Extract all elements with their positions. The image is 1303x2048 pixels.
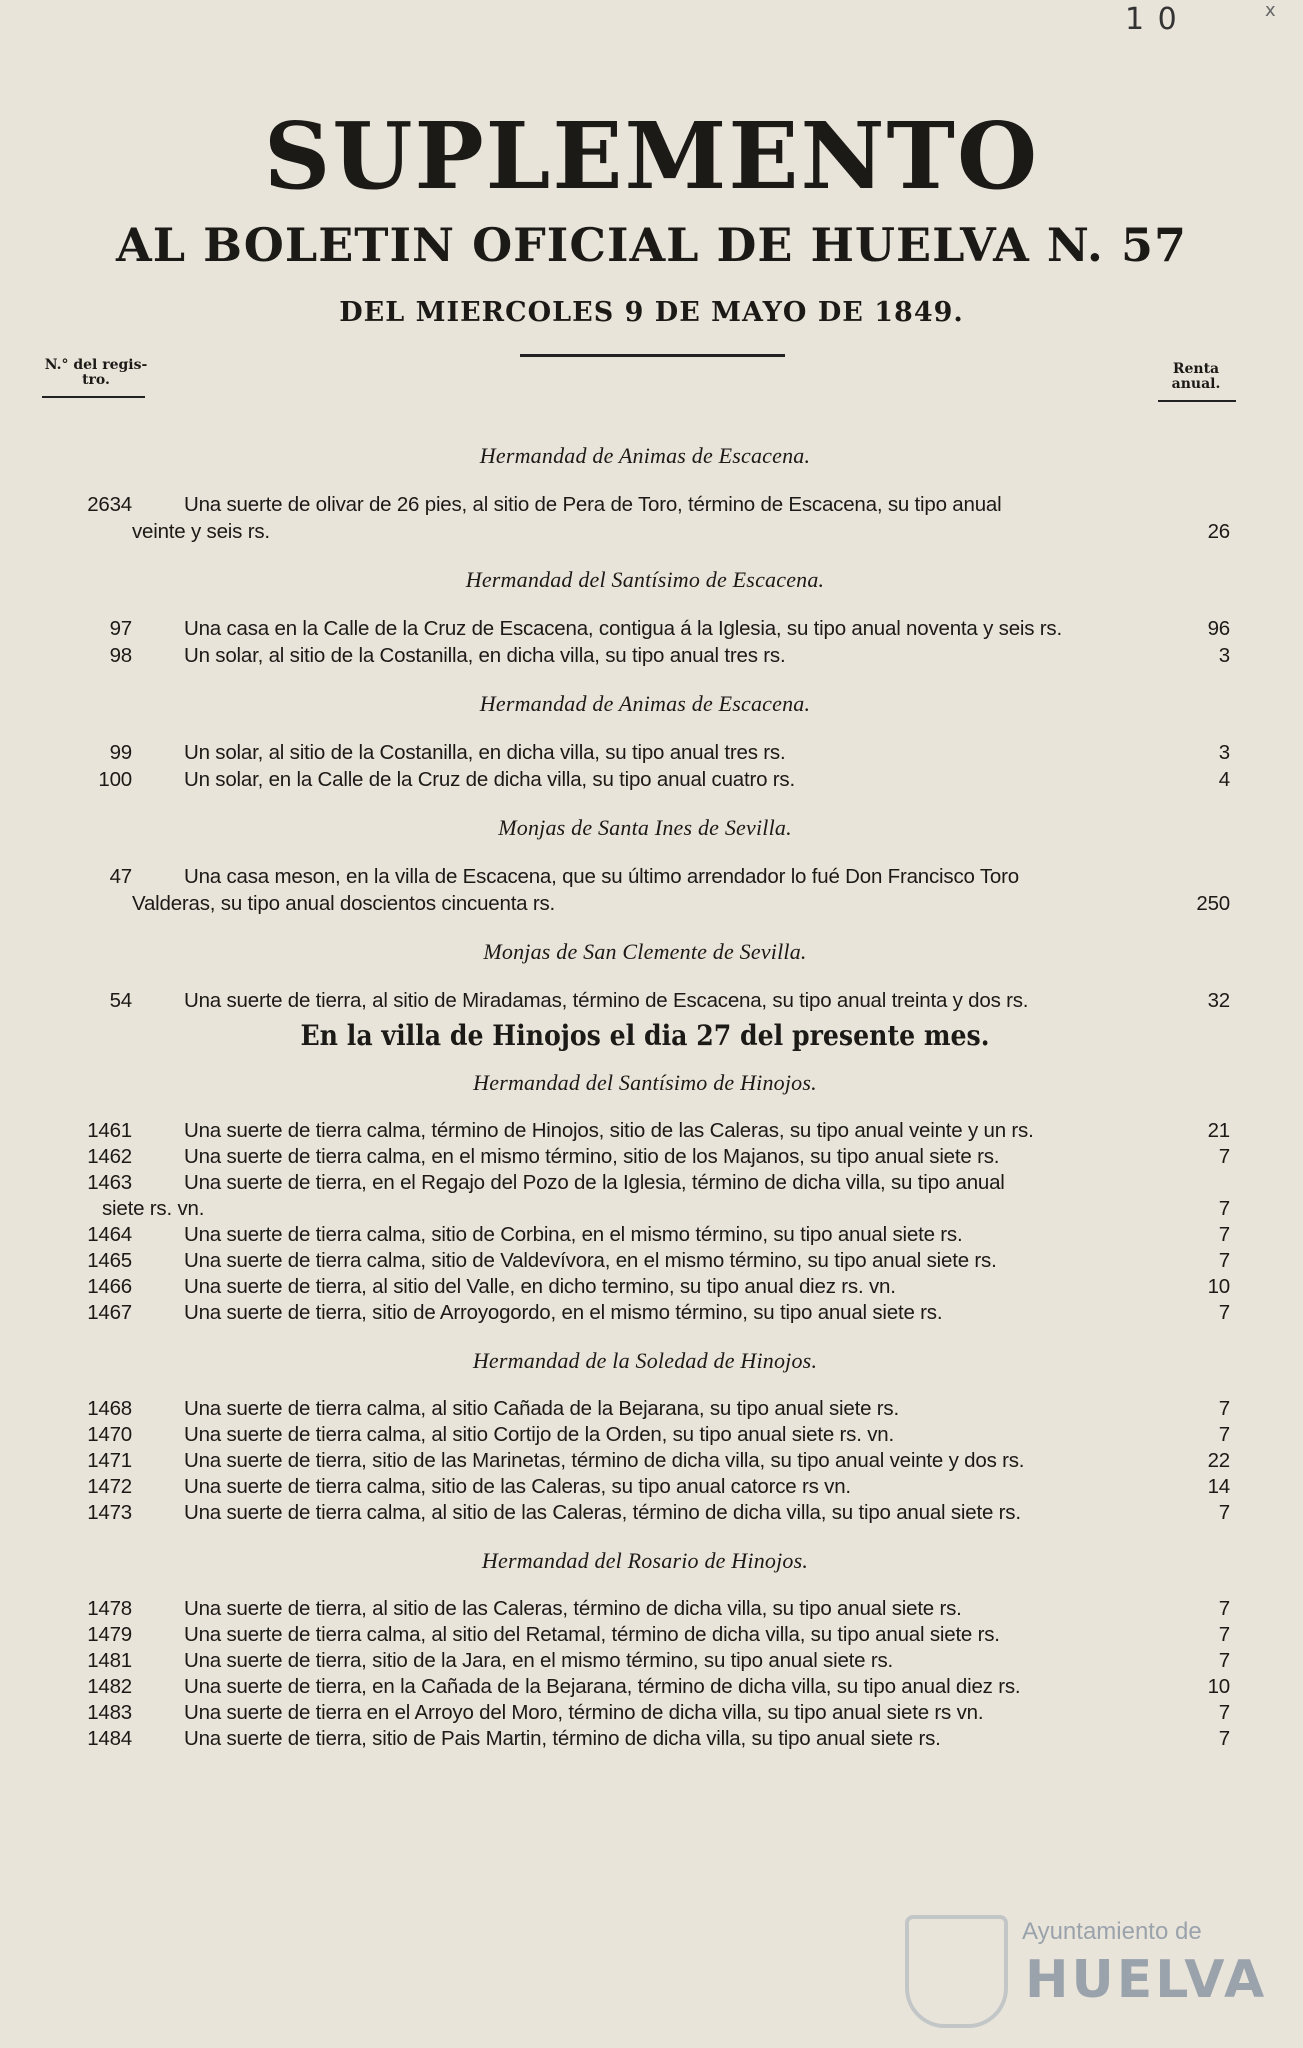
entry-description: Una suerte de tierra calma, en el mismo término, sitio de los Majanos, su tipo anual siete rs. xyxy=(184,1145,1000,1168)
list-item xyxy=(60,1622,1230,1648)
watermark-small-text: Ayuntamiento de xyxy=(1022,1918,1202,1945)
entry-description-line: Una suerte de tierra, en el Regajo del Pozo de la Iglesia, término de dicha villa, su tipo anual xyxy=(184,1171,1005,1194)
register-number: 1466 xyxy=(87,1275,132,1298)
section-gap xyxy=(60,1326,1230,1348)
entry-description: Una suerte de tierra calma, al sitio del Retamal, término de dicha villa, su tipo anual siete rs. xyxy=(184,1623,1000,1646)
list-item xyxy=(60,1474,1230,1500)
column-rule-right xyxy=(1158,400,1236,402)
list-item xyxy=(60,1118,1230,1144)
entry-description: Una suerte de tierra, sitio de las Marinetas, término de dicha villa, su tipo anual veinte y dos rs. xyxy=(184,1449,1025,1472)
annual-rent: 7 xyxy=(1218,1301,1230,1324)
list-item xyxy=(60,615,1230,642)
entry-description: Una suerte de tierra, al sitio del Valle, en dicho termino, su tipo anual diez rs. vn. xyxy=(184,1275,896,1298)
list-item xyxy=(60,1448,1230,1474)
entry-description-line: Una casa meson, en la villa de Escacena, que su último arrendador lo fué Don Francisco Toro xyxy=(184,865,1019,888)
annual-rent: 7 xyxy=(1218,1423,1230,1446)
list-item xyxy=(60,1222,1230,1248)
list-item xyxy=(60,766,1230,793)
annual-rent: 7 xyxy=(1218,1249,1230,1272)
register-number: 1482 xyxy=(87,1675,132,1698)
annual-rent: 7 xyxy=(1218,1197,1230,1220)
section-title: Monjas de San Clemente de Sevilla. xyxy=(483,939,807,964)
register-number: 1470 xyxy=(87,1423,132,1446)
register-number: 1484 xyxy=(87,1727,132,1750)
list-item xyxy=(60,1648,1230,1674)
section-gap xyxy=(60,917,1230,939)
register-number: 1465 xyxy=(87,1249,132,1272)
annual-rent: 250 xyxy=(1196,892,1230,915)
entry-description: Una suerte de tierra calma, al sitio Cortijo de la Orden, su tipo anual siete rs. vn. xyxy=(184,1423,894,1446)
annual-rent: 96 xyxy=(1207,617,1230,640)
section-title: Hermandad del Santísimo de Hinojos. xyxy=(473,1070,817,1095)
register-number: 54 xyxy=(109,989,132,1012)
annual-rent: 7 xyxy=(1218,1623,1230,1646)
entry-description-cont: veinte y seis rs. xyxy=(132,520,270,543)
annual-rent: 7 xyxy=(1218,1597,1230,1620)
entry-description xyxy=(132,863,1170,917)
register-number: 1468 xyxy=(87,1397,132,1420)
entry-description-line: Una suerte de olivar de 26 pies, al sitio de Pera de Toro, término de Escacena, su tipo anual xyxy=(184,493,1002,516)
register-number: 1463 xyxy=(87,1171,132,1194)
section-gap xyxy=(60,669,1230,691)
annual-rent: 7 xyxy=(1218,1223,1230,1246)
listing-content xyxy=(60,443,1230,1752)
annual-rent: 7 xyxy=(1218,1701,1230,1724)
register-number: 1464 xyxy=(87,1223,132,1246)
annual-rent: 7 xyxy=(1218,1397,1230,1420)
list-item xyxy=(60,1726,1230,1752)
section-title: Hermandad de Animas de Escacena. xyxy=(479,691,811,716)
register-number: 1481 xyxy=(87,1649,132,1672)
entry-description: Una suerte de tierra calma, sitio de Corbina, en el mismo término, su tipo anual siete rs. xyxy=(184,1223,963,1246)
section-title: Hermandad del Santísimo de Escacena. xyxy=(465,567,825,592)
column-rule-left xyxy=(42,396,145,398)
entry-description: Una suerte de tierra en el Arroyo del Moro, término de dicha villa, su tipo anual siete rs vn. xyxy=(184,1701,984,1724)
register-number: 1478 xyxy=(87,1597,132,1620)
watermark-big-text: HUELVA xyxy=(1025,1950,1268,2010)
section-title: Hermandad del Rosario de Hinojos. xyxy=(481,1548,809,1573)
list-item xyxy=(60,1674,1230,1700)
column-header-rent: Renta anual. xyxy=(1171,361,1221,392)
entry-description: Una suerte de tierra, sitio de la Jara, en el mismo término, su tipo anual siete rs. xyxy=(184,1649,894,1672)
register-number: 1483 xyxy=(87,1701,132,1724)
list-item xyxy=(60,1144,1230,1170)
register-number: 1462 xyxy=(87,1145,132,1168)
annual-rent: 3 xyxy=(1218,644,1230,667)
list-item xyxy=(60,1596,1230,1622)
watermark-shield-icon xyxy=(905,1915,1008,2028)
list-item xyxy=(60,1500,1230,1526)
entry-description: Una suerte de tierra calma, al sitio de las Caleras, término de dicha villa, su tipo anual siete rs. xyxy=(184,1501,1021,1524)
column-header-register: N.° del regis- tro. xyxy=(44,357,148,388)
page-title: SUPLEMENTO xyxy=(263,102,1040,210)
entry-description: Una suerte de tierra, sitio de Pais Martin, término de dicha villa, su tipo anual siete rs. xyxy=(184,1727,941,1750)
register-number: 1467 xyxy=(87,1301,132,1324)
register-number: 1479 xyxy=(87,1623,132,1646)
section-title: Hermandad de Animas de Escacena. xyxy=(479,443,811,468)
register-number: 99 xyxy=(109,741,132,764)
entry-description: Un solar, al sitio de la Costanilla, en dicha villa, su tipo anual tres rs. xyxy=(184,644,786,667)
section-title: Monjas de Santa Ines de Sevilla. xyxy=(498,815,792,840)
list-item xyxy=(60,1396,1230,1422)
register-number: 47 xyxy=(109,865,132,888)
entry-description: Un solar, en la Calle de la Cruz de dicha villa, su tipo anual cuatro rs. xyxy=(184,768,795,791)
register-number: 1472 xyxy=(87,1475,132,1498)
annual-rent: 26 xyxy=(1207,520,1230,543)
page-number-handwritten: 1 0 xyxy=(1125,2,1179,37)
entry-description: Una casa en la Calle de la Cruz de Escacena, contigua á la Iglesia, su tipo anual noventa y seis rs. xyxy=(184,617,1062,640)
entry-description: Una suerte de tierra calma, sitio de las Caleras, su tipo anual catorce rs vn. xyxy=(184,1475,851,1498)
annual-rent: 22 xyxy=(1207,1449,1230,1472)
list-item xyxy=(60,1422,1230,1448)
entry-description: Una suerte de tierra, al sitio de Miradamas, término de Escacena, su tipo anual treinta y dos rs. xyxy=(184,989,1029,1012)
register-number: 97 xyxy=(109,617,132,640)
dateline: DEL MIERCOLES 9 DE MAYO DE 1849. xyxy=(339,297,964,328)
section-gap xyxy=(60,545,1230,567)
entry-description: Una suerte de tierra calma, término de Hinojos, sitio de las Caleras, su tipo anual veinte y un rs. xyxy=(184,1119,1034,1142)
list-item xyxy=(60,1170,1230,1222)
section-gap xyxy=(60,1526,1230,1548)
annual-rent: 3 xyxy=(1218,741,1230,764)
corner-tick-mark: x xyxy=(1265,0,1276,21)
page-subtitle: AL BOLETIN OFICIAL DE HUELVA N. 57 xyxy=(116,218,1187,272)
list-item xyxy=(60,1274,1230,1300)
annual-rent: 21 xyxy=(1207,1119,1230,1142)
entry-description: Un solar, al sitio de la Costanilla, en dicha villa, su tipo anual tres rs. xyxy=(184,741,786,764)
entry-description: Una suerte de tierra calma, sitio de Valdevívora, en el mismo término, su tipo anual siete rs. xyxy=(184,1249,997,1272)
annual-rent: 14 xyxy=(1207,1475,1230,1498)
location-heading: En la villa de Hinojos el dia 27 del presente mes. xyxy=(300,1019,990,1052)
annual-rent: 32 xyxy=(1207,989,1230,1012)
register-number: 1461 xyxy=(87,1119,132,1142)
list-item xyxy=(60,1700,1230,1726)
annual-rent: 4 xyxy=(1218,768,1230,791)
annual-rent: 7 xyxy=(1218,1145,1230,1168)
annual-rent: 10 xyxy=(1207,1275,1230,1298)
entry-description xyxy=(132,491,1170,545)
list-item xyxy=(60,491,1230,545)
register-number: 98 xyxy=(109,644,132,667)
section-title: Hermandad de la Soledad de Hinojos. xyxy=(472,1348,818,1373)
register-number: 1473 xyxy=(87,1501,132,1524)
annual-rent: 7 xyxy=(1218,1501,1230,1524)
entry-description-cont: siete rs. vn. xyxy=(102,1197,205,1220)
register-number: 1471 xyxy=(87,1449,132,1472)
list-item xyxy=(60,642,1230,669)
entry-description-cont: Valderas, su tipo anual doscientos cincuenta rs. xyxy=(132,892,556,915)
register-number: 100 xyxy=(98,768,132,791)
list-item xyxy=(60,863,1230,917)
annual-rent: 10 xyxy=(1207,1675,1230,1698)
list-item xyxy=(60,739,1230,766)
entry-description: Una suerte de tierra, en la Cañada de la Bejarana, término de dicha villa, su tipo anual diez rs. xyxy=(184,1675,1021,1698)
list-item xyxy=(60,987,1230,1014)
entry-description: Una suerte de tierra, sitio de Arroyogordo, en el mismo término, su tipo anual siete rs. xyxy=(184,1301,943,1324)
annual-rent: 7 xyxy=(1218,1727,1230,1750)
entry-description: Una suerte de tierra, al sitio de las Caleras, término de dicha villa, su tipo anual siete rs. xyxy=(184,1597,962,1620)
register-number: 2634 xyxy=(87,493,132,516)
annual-rent: 7 xyxy=(1218,1649,1230,1672)
section-gap xyxy=(60,793,1230,815)
entry-description: Una suerte de tierra calma, al sitio Cañada de la Bejarana, su tipo anual siete rs. xyxy=(184,1397,899,1420)
header-rule xyxy=(520,354,785,357)
list-item xyxy=(60,1248,1230,1274)
list-item xyxy=(60,1300,1230,1326)
